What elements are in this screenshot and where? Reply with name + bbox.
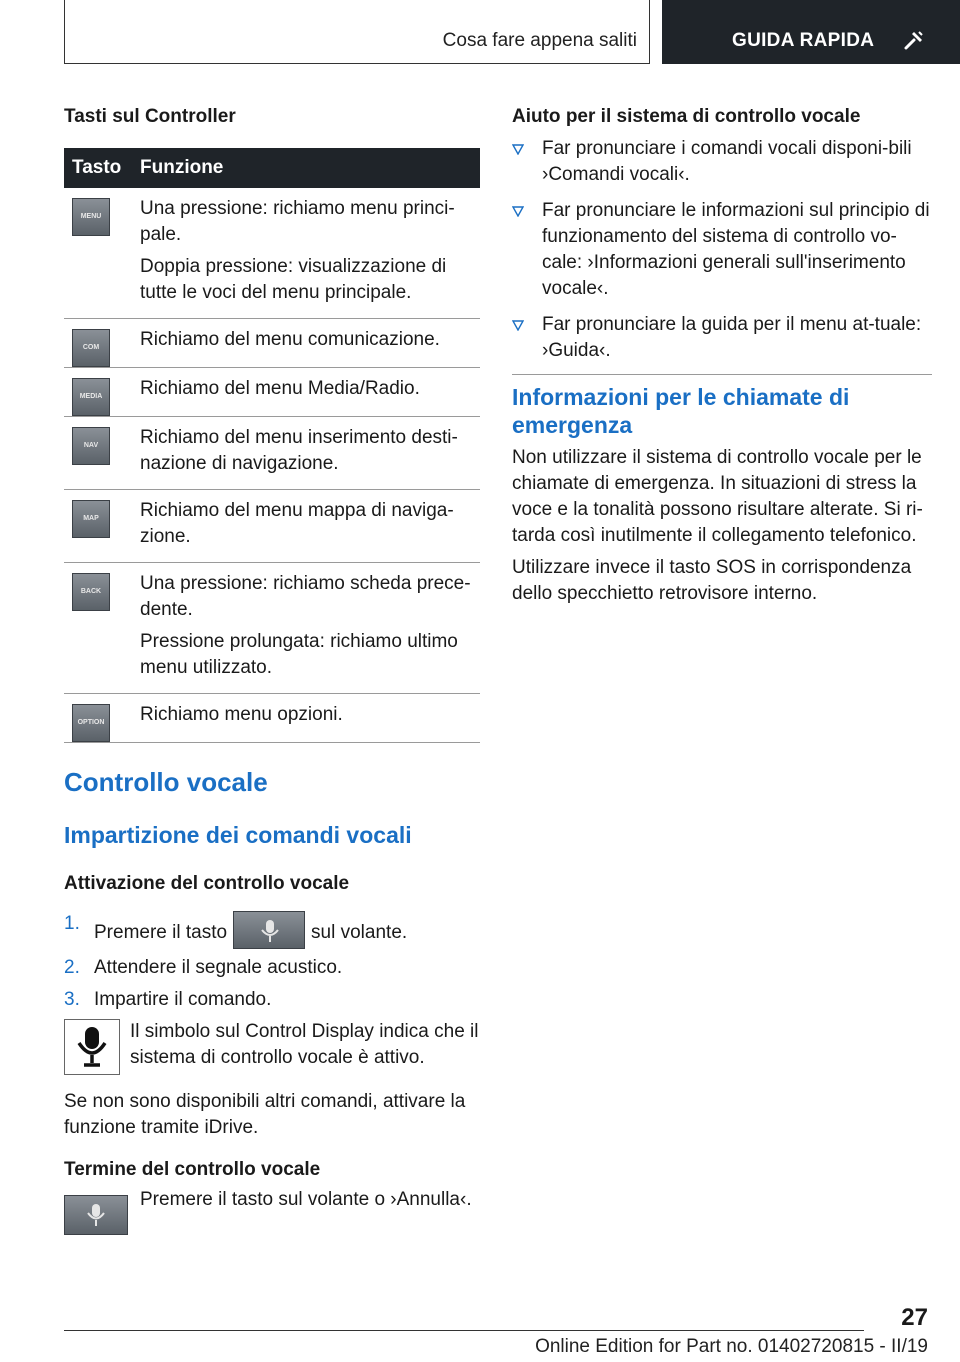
mic-note-text: Il simbolo sul Control Display indica che il sistema di controllo vocale è attivo. — [130, 1021, 479, 1068]
edition-text: Online Edition for Part no. 01402720815 - II/19 — [535, 1336, 928, 1357]
voice-end-key-icon — [64, 1195, 128, 1235]
function-text: Una pressione: richiamo menu princi-pale. — [140, 198, 455, 245]
table-row — [64, 490, 480, 563]
triangle-bullet-icon — [512, 319, 524, 331]
emergency-title: Informazioni per le chiamate di emergenza — [512, 384, 850, 438]
triangle-bullet-icon — [512, 143, 524, 155]
end-text: Premere il tasto sul volante o ›Annulla‹. — [140, 1189, 472, 1210]
step-3: 3. Impartire il comando. — [64, 987, 480, 1013]
header-box — [64, 0, 650, 64]
nav-key-icon: NAV — [72, 427, 110, 465]
function-text: Richiamo del menu comunicazione. — [140, 329, 440, 350]
back-key-icon: BACK — [72, 573, 110, 611]
help-item: Far pronunciare le informazioni sul principio di funzionamento del sistema di controllo vo-cale: ›Informazioni generali sull'inserimento vocale‹. — [512, 198, 932, 302]
triangle-bullet-icon — [512, 205, 524, 217]
table-row — [64, 694, 480, 743]
table-row — [64, 188, 480, 319]
col-header-key: Tasto — [64, 148, 140, 188]
menu-key-icon: MENU — [72, 198, 110, 236]
com-key-icon: COM — [72, 329, 110, 367]
emergency-paragraph-2: Utilizzare invece il tasto SOS in corrispondenza dello specchietto retrovisore interno. — [512, 557, 912, 604]
voice-commands-heading: Impartizione dei comandi vocali — [64, 822, 412, 848]
col-header-function: Funzione — [140, 148, 480, 188]
function-text: Richiamo del menu mappa di naviga-zione. — [140, 500, 454, 547]
emergency-paragraph-1: Non utilizzare il sistema di controllo vocale per le chiamate di emergenza. In situazioni di stress la voce e la tonalità possono risultare alterate. Si ri-tarda così inutilmente il collegamento telefonico. — [512, 447, 923, 546]
help-item: Far pronunciare la guida per il menu at-tuale: ›Guida‹. — [512, 312, 932, 364]
controller-keys-table — [64, 148, 480, 743]
end-row — [64, 1187, 480, 1235]
wrench-icon — [902, 28, 926, 52]
mic-note — [64, 1019, 480, 1075]
step-3-number: 3. — [64, 989, 80, 1010]
function-text: Una pressione: richiamo scheda prece-dente. — [140, 573, 471, 620]
map-key-icon: MAP — [72, 500, 110, 538]
function-text: Richiamo del menu Media/Radio. — [140, 378, 420, 399]
section-title: Cosa fare appena saliti — [442, 30, 637, 51]
step-2: 2. Attendere il segnale acustico. — [64, 955, 480, 981]
function-text: Doppia pressione: visualizzazione di tutte le voci del menu principale. — [140, 256, 447, 303]
page-number: 27 — [901, 1304, 928, 1331]
voice-control-heading: Controllo vocale — [64, 767, 268, 797]
divider — [512, 374, 932, 375]
help-list — [512, 136, 932, 364]
table-row — [64, 563, 480, 694]
function-text: Richiamo menu opzioni. — [140, 704, 343, 725]
step-1-number: 1. — [64, 913, 80, 934]
table-title: Tasti sul Controller — [64, 106, 236, 127]
left-column — [64, 104, 480, 1235]
no-commands-text: Se non sono disponibili altri comandi, attivare la funzione tramite iDrive. — [64, 1091, 466, 1138]
media-key-icon: MEDIA — [72, 378, 110, 416]
help-title: Aiuto per il sistema di controllo vocale — [512, 106, 861, 127]
right-column — [512, 104, 932, 607]
step-2-number: 2. — [64, 957, 80, 978]
activation-steps — [64, 911, 480, 1013]
table-row — [64, 417, 480, 490]
table-row — [64, 319, 480, 368]
microphone-icon — [64, 1019, 120, 1075]
footer-rule — [64, 1330, 864, 1331]
voice-key-icon — [233, 911, 305, 949]
activation-title: Attivazione del controllo vocale — [64, 873, 350, 894]
guide-tab[interactable] — [662, 0, 960, 64]
guide-tab-label: GUIDA RAPIDA — [732, 30, 875, 51]
table-row — [64, 368, 480, 417]
step-1: 1. Premere il tasto sul volante. — [64, 911, 480, 949]
function-text: Pressione prolungata: richiamo ultimo menu utilizzato. — [140, 631, 458, 678]
option-key-icon: OPTION — [72, 704, 110, 742]
function-text: Richiamo del menu inserimento desti-nazione di navigazione. — [140, 427, 458, 474]
help-item: Far pronunciare i comandi vocali disponi-bili ›Comandi vocali‹. — [512, 136, 932, 188]
end-title: Termine del controllo vocale — [64, 1159, 321, 1180]
